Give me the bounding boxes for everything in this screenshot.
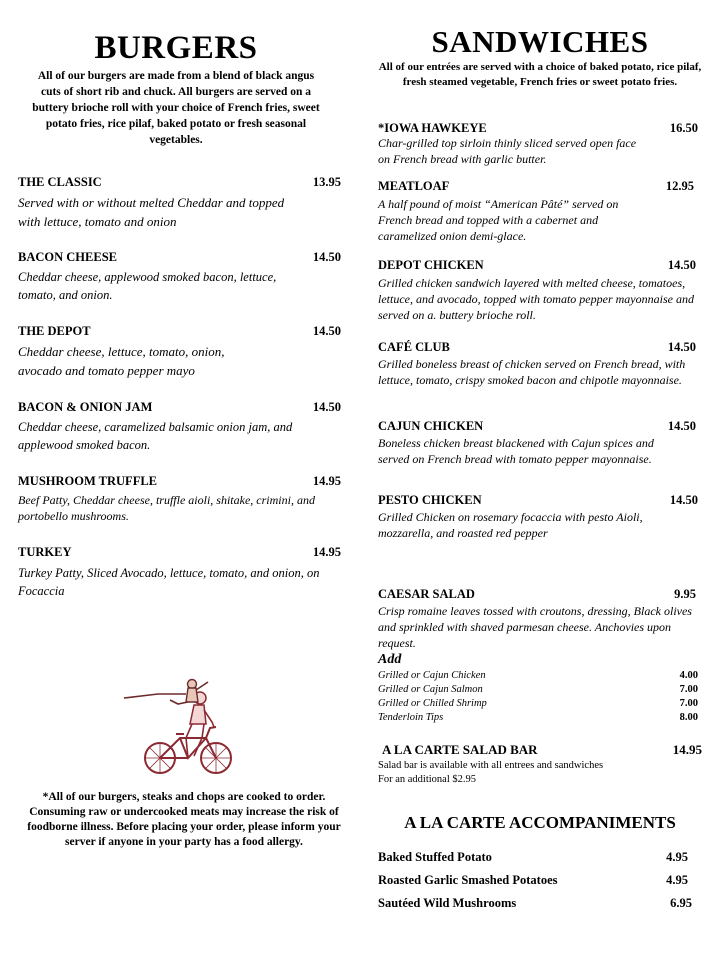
addon-row [378, 698, 700, 712]
item-price: 14.50 [669, 493, 698, 507]
list-item [378, 896, 696, 914]
item-name: BACON CHEESE [18, 250, 117, 264]
item-price: 16.50 [669, 121, 698, 135]
sandwiches-title: SANDWICHES [431, 24, 649, 59]
item-name: DEPOT CHICKEN [378, 258, 484, 272]
addon-name: Grilled or Cajun Chicken [378, 670, 486, 681]
item-name: TURKEY [18, 545, 72, 559]
item-description: Served with or without melted Cheddar and topped with lettuce, tomato and onion [18, 195, 285, 229]
item-name: CAFÉ CLUB [378, 340, 450, 354]
burgers-intro: All of our burgers are made from a blend of black angus cuts of short rib and chuck. All burgers are served on a buttery brioche roll with your choice of French fries, sweet potato fries, rice pilaf, baked potato or fresh seasonal vegetables. [32, 70, 320, 146]
burgers-title: BURGERS [94, 30, 258, 66]
item-name: THE CLASSIC [18, 175, 102, 189]
item-description: Char-grilled top sirloin thinly sliced served open face on French bread with garlic butter. [378, 136, 637, 166]
item-name: CAJUN CHICKEN [378, 419, 484, 433]
item-price: 12.95 [665, 179, 694, 193]
item-price: 13.95 [312, 175, 341, 189]
allergy-notice: *All of our burgers, steaks and chops are cooked to order. Consuming raw or undercooked meats may increase the risk of foodborne illness. Before placing your order, please inform your server if anyone in your party has a food allergy. [27, 791, 341, 848]
item-price: 14.50 [667, 340, 696, 354]
item-description: Boneless chicken breast blackened with Cajun spices and served on French bread with tomato pepper mayonnaise. [378, 436, 654, 466]
item-description: Cheddar cheese, applewood smoked bacon, lettuce, tomato, and onion. [18, 270, 277, 302]
addon-row [378, 684, 700, 698]
item-price: 14.95 [312, 474, 341, 488]
item-description: Cheddar cheese, lettuce, tomato, onion, avocado and tomato pepper mayo [18, 344, 225, 378]
item-name: Roasted Garlic Smashed Potatoes [378, 873, 558, 887]
addon-price: 8.00 [679, 712, 698, 723]
item-name: A LA CARTE SALAD BAR [382, 742, 538, 757]
item-name: *IOWA HAWKEYE [378, 121, 487, 135]
accompaniments-title: A LA CARTE ACCOMPANIMENTS [404, 813, 676, 832]
addon-name: Grilled or Cajun Salmon [378, 684, 483, 695]
item-price: 14.50 [312, 324, 341, 338]
item-price: 4.95 [666, 873, 688, 887]
item-description: Turkey Patty, Sliced Avocado, lettuce, tomato, and onion, on Focaccia [18, 566, 320, 598]
item-price: 4.95 [666, 850, 688, 864]
addon-row [378, 670, 700, 684]
addon-name: Tenderloin Tips [378, 712, 444, 723]
addon-price: 7.00 [679, 684, 698, 695]
salad-bar-line2: For an additional $2.95 [378, 774, 476, 785]
item-name: MEATLOAF [378, 179, 450, 193]
item-name: BACON & ONION JAM [18, 400, 153, 414]
item-price: 14.50 [312, 250, 341, 264]
item-price: 14.50 [667, 419, 696, 433]
add-label: Add [378, 652, 402, 667]
item-price: 14.95 [672, 742, 702, 757]
addon-price: 4.00 [679, 670, 698, 681]
addon-row [378, 712, 700, 726]
item-name: Sautéed Wild Mushrooms [378, 896, 517, 910]
item-description: Grilled Chicken on rosemary focaccia with pesto Aioli, mozzarella, and roasted red pepper [378, 510, 643, 540]
item-description: Grilled boneless breast of chicken served on French bread, with lettuce, tomato, crispy smoked bacon and chipotle mayonnaise. [378, 357, 686, 387]
item-name: MUSHROOM TRUFFLE [18, 474, 158, 488]
list-item [378, 850, 696, 868]
bicycle-acrobat-illustration [118, 672, 236, 780]
item-description: Grilled chicken sandwich layered with melted cheese, tomatoes, lettuce, and avocado, topped with tomato pepper mayonnaise and served on a. buttery brioche roll. [378, 276, 694, 322]
item-price: 6.95 [670, 896, 692, 910]
addon-name: Grilled or Chilled Shrimp [378, 698, 487, 709]
item-name: Baked Stuffed Potato [378, 850, 492, 864]
item-description: Crisp romaine leaves tossed with croutons, dressing, Black olives and sprinkled with shaved parmesan cheese. Anchovies upon request. [378, 604, 692, 650]
item-price: 14.50 [667, 258, 696, 272]
list-item [378, 873, 696, 891]
item-description: Beef Patty, Cheddar cheese, truffle aioli, shitake, crimini, and portobello mushrooms. [18, 493, 315, 523]
item-price: 14.50 [312, 400, 341, 414]
item-price: 14.95 [312, 545, 341, 559]
item-price: 9.95 [674, 587, 696, 601]
addon-price: 7.00 [679, 698, 698, 709]
item-name: PESTO CHICKEN [378, 493, 482, 507]
item-description: A half pound of moist “American Pâté” served on French bread and topped with a cabernet and caramelized onion demi-glace. [378, 197, 619, 243]
sandwiches-intro: All of our entrées are served with a choice of baked potato, rice pilaf, fresh steamed vegetable, French fries or sweet potato fries. [378, 61, 702, 88]
item-name: THE DEPOT [18, 324, 91, 338]
salad-bar-line1: Salad bar is available with all entrees and sandwiches [378, 760, 604, 771]
item-name: CAESAR SALAD [378, 587, 475, 601]
item-description: Cheddar cheese, caramelized balsamic onion jam, and applewood smoked bacon. [18, 420, 293, 452]
